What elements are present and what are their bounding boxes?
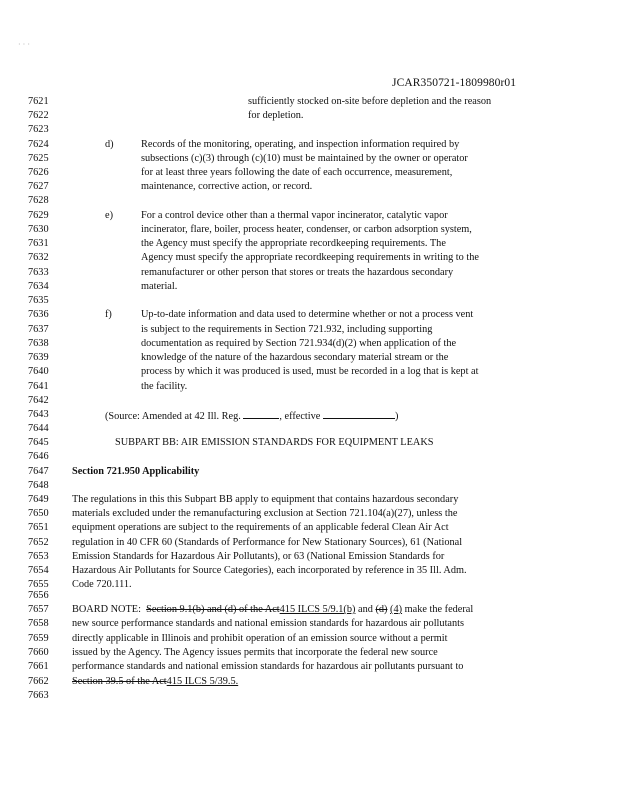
line-text: remanufacturer or other person that stores or treats the hazardous secondary — [141, 267, 454, 278]
line-text: materials excluded under the remanufacturing exclusion at Section 721.104(a)(27), unless the — [72, 508, 458, 519]
line-number: 7661 — [28, 661, 49, 672]
line-number: 7653 — [28, 551, 49, 562]
line-number: 7651 — [28, 522, 49, 533]
line-text: material. — [141, 281, 178, 292]
line-number: 7625 — [28, 153, 49, 164]
subsection-label: d) — [105, 139, 114, 150]
document-header-id: JCAR350721-1809980r01 — [392, 77, 517, 89]
line-number: 7638 — [28, 338, 49, 349]
board-note-mid: and — [355, 604, 376, 615]
line-number: 7628 — [28, 195, 49, 206]
section-heading: Section 721.950 Applicability — [72, 466, 200, 477]
struck-reference: Section 39.5 of the Act — [72, 676, 167, 687]
line-number: 7629 — [28, 210, 49, 221]
line-number: 7649 — [28, 494, 49, 505]
line-text: is subject to the requirements in Section 721.932, including supporting — [141, 324, 433, 335]
line-text: for depletion. — [248, 110, 304, 121]
line-text: process by which it was produced is used, must be recorded in a log that is kept at — [141, 366, 479, 377]
line-text: Agency must specify the appropriate recordkeeping requirements in writing to the — [141, 252, 479, 263]
line-number: 7641 — [28, 381, 49, 392]
line-number: 7655 — [28, 579, 49, 590]
line-number: 7644 — [28, 423, 49, 434]
line-text: new source performance standards and national emission standards for hazardous air pollutants — [72, 618, 465, 629]
line-number: 7650 — [28, 508, 49, 519]
line-text: equipment operations are subject to the requirements of an applicable federal Clean Air Act — [72, 522, 449, 533]
line-number: 7652 — [28, 537, 49, 548]
line-text: the Agency must specify the appropriate recordkeeping requirements. The — [141, 238, 446, 249]
line-text: performance standards and national emission standards for hazardous air pollutants pursuant to — [72, 661, 464, 672]
subsection-label: e) — [105, 210, 113, 221]
line-number: 7630 — [28, 224, 49, 235]
source-note-prefix: (Source: Amended at 42 Ill. Reg. — [105, 411, 244, 422]
line-number: 7621 — [28, 96, 49, 107]
line-number: 7627 — [28, 181, 49, 192]
line-number: 7622 — [28, 110, 49, 121]
line-number: 7654 — [28, 565, 49, 576]
line-text: maintenance, corrective action, or record. — [141, 181, 313, 192]
line-text: Up-to-date information and data used to determine whether or not a process vent — [141, 309, 474, 320]
inserted-reference: 415 ILCS 5/39.5. — [166, 676, 239, 687]
line-text: Code 720.111. — [72, 579, 132, 590]
subsection-label: f) — [105, 309, 112, 320]
line-number: 7626 — [28, 167, 49, 178]
line-text: Records of the monitoring, operating, and inspection information required by — [141, 139, 460, 150]
line-number: 7662 — [28, 676, 49, 687]
struck-reference: Section 9.1(b) and (d) of the Act — [146, 604, 280, 615]
source-note — [105, 408, 398, 424]
last-line-text — [72, 675, 238, 689]
line-number: 7623 — [28, 124, 49, 135]
line-number: 7657 — [28, 604, 49, 615]
line-number: 7643 — [28, 409, 49, 420]
line-number: 7632 — [28, 252, 49, 263]
blank-field — [323, 408, 395, 419]
line-number: 7646 — [28, 451, 49, 462]
line-number: 7637 — [28, 324, 49, 335]
line-text: The regulations in this this Subpart BB apply to equipment that contains hazardous secondary — [72, 494, 459, 505]
line-text: Emission Standards for Hazardous Air Pollutants), or 63 (National Emission Standards for — [72, 551, 445, 562]
line-text: incinerator, flare, boiler, process heater, condenser, or carbon adsorption system, — [141, 224, 472, 235]
board-note-tail: make the federal — [402, 604, 474, 615]
line-number: 7656 — [28, 590, 49, 601]
inserted-reference: 415 ILCS 5/9.1(b) — [279, 604, 356, 615]
source-note-suffix: ) — [394, 411, 399, 422]
line-number: 7647 — [28, 466, 49, 477]
line-number: 7640 — [28, 366, 49, 377]
board-note-label: BOARD NOTE: — [72, 604, 141, 615]
line-text: directly applicable in Illinois and prohibit operation of an emission source without a permit — [72, 633, 448, 644]
line-text: for at least three years following the date of each occurrence, measurement, — [141, 167, 453, 178]
board-note — [72, 603, 473, 617]
line-number: 7660 — [28, 647, 49, 658]
line-number: 7631 — [28, 238, 49, 249]
line-text: regulation in 40 CFR 60 (Standards of Performance for New Stationary Sources), 61 (National — [72, 537, 463, 548]
line-number: 7663 — [28, 690, 49, 701]
struck-subsection: (d) — [375, 604, 388, 615]
line-text: For a control device other than a thermal vapor incinerator, catalytic vapor — [141, 210, 448, 221]
line-text: sufficiently stocked on-site before depletion and the reason — [248, 96, 492, 107]
source-note-middle: , effective — [279, 411, 323, 422]
line-number: 7659 — [28, 633, 49, 644]
scan-artifact: · · · — [18, 40, 30, 49]
line-number: 7658 — [28, 618, 49, 629]
line-number: 7633 — [28, 267, 49, 278]
line-number: 7645 — [28, 437, 49, 448]
inserted-subsection: (4) — [390, 604, 403, 615]
blank-field — [243, 408, 279, 419]
line-number: 7639 — [28, 352, 49, 363]
line-number: 7648 — [28, 480, 49, 491]
line-number: 7642 — [28, 395, 49, 406]
line-text: issued by the Agency. The Agency issues permits that incorporate the federal new source — [72, 647, 438, 658]
line-text: the facility. — [141, 381, 188, 392]
line-number: 7636 — [28, 309, 49, 320]
line-text: SUBPART BB: AIR EMISSION STANDARDS FOR EQUIPMENT LEAKS — [115, 437, 434, 448]
line-number: 7635 — [28, 295, 49, 306]
line-text: documentation as required by Section 721.934(d)(2) when application of the — [141, 338, 457, 349]
line-text: subsections (c)(3) through (c)(10) must be maintained by the owner or operator — [141, 153, 468, 164]
line-number: 7624 — [28, 139, 49, 150]
line-text: knowledge of the nature of the hazardous secondary material stream or the — [141, 352, 449, 363]
line-number: 7634 — [28, 281, 49, 292]
line-text: Hazardous Air Pollutants for Source Categories), each incorporated by reference in 35 Ill. Adm. — [72, 565, 467, 576]
